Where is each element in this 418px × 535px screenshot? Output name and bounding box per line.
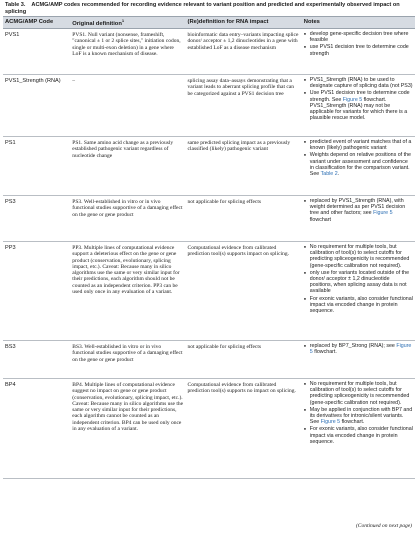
cell-original-definition: PP3. Multiple lines of computational evidence support a deleterious effect on the gene or gene product (conservation, evolutionary, splicing impact, etc.). Caveat: Because many in silico algorithms use the same or very similar input for their predictions, each algorithm should not be counted as an independent criterion. PP3 can be used only once in any evaluation of a variant. [70,241,185,340]
cell-notes [302,378,415,478]
note-text: No requirement for multiple tools, but calibration of tool(s) to select cutoffs for predicting spliceogenicity is recommended (gene-specific calibration not required). [309,380,410,406]
cell-code: PS3 [3,195,70,241]
cell-rna-redefinition: Computational evidence from calibrated prediction tool(s) supports impact on splicing. [186,241,302,340]
table-row [3,340,415,378]
note-item [304,152,413,177]
notes-list [304,381,413,445]
cell-rna-redefinition: Computational evidence from calibrated prediction tool(s) supports no impact on splicing. [186,378,302,478]
note-text-continued: flowchart. [340,419,365,426]
table-header-row [3,17,415,29]
cell-original-definition: PS3. Well-established in vitro or in vivo functional studies supportive of a damaging effect on the gene or gene product [70,195,185,241]
figure-reference-link[interactable]: Figure 5 [373,210,393,217]
figure-reference-link[interactable]: Figure 5 [320,419,341,426]
cell-notes [302,241,415,340]
cell-original-definition: PS1. Same amino acid change as a previously established pathogenic variant regardless of nucleotide change [70,136,185,195]
note-item [304,244,413,269]
cell-code: PP3 [3,241,70,340]
note-item [304,198,413,223]
notes-list [304,31,413,57]
cell-original-definition: BS3. Well-established in vitro or in vivo functional studies supportive of a damaging effect on the gene or gene product [70,340,185,378]
header-redefinition: (Re)definition for RNA impact [186,17,302,29]
note-item [304,44,413,56]
note-text: predicted event of variant matches that of a known (likely) pathogenic variant [309,138,412,152]
note-text: Weights depend on relative positions of the variant under assessment and confidence in classification for the comparison variant. See [309,152,411,177]
header-code: ACMG/AMP Code [3,17,70,29]
note-item [304,343,413,355]
header-notes: Notes [302,17,415,29]
table-row [3,28,415,74]
note-item [304,31,413,43]
cell-notes [302,195,415,241]
note-text: For exonic variants, also consider functional impact via encoded change in protein sequence. [309,426,413,445]
note-text: Use PVS1 decision tree to determine code strength. See [309,90,410,103]
cell-notes [302,28,415,74]
header-original-label: Original definition [72,20,122,27]
cell-code: PVS1 [3,28,70,74]
header-original-footnote: 1 [121,18,125,23]
table-row [3,378,415,478]
table-row [3,195,415,241]
notes-list [304,77,413,121]
cell-rna-redefinition: not applicable for splicing effects [186,340,302,378]
header-original [70,17,185,29]
cell-rna-redefinition: same predicted splicing impact as a previously classified (likely) pathogenic variant [186,136,302,195]
note-text: replaced by PVS1_Strength (RNA), with weight determined as per PVS1 decision tree and other factors; see [309,197,406,217]
cell-rna-redefinition: bioinformatic data entry–variants impacting splice donor/ acceptor ± 1,2 dinucleotides in a gene with established LoF as a disease mechanism [186,28,302,74]
notes-list [304,198,413,223]
note-item [304,381,413,406]
note-item [304,407,413,426]
figure-reference-link[interactable]: Figure 5 [342,96,363,103]
note-text: PVS1_Strength (RNA) to be used to designate capture of splicing data (not PS3) [309,76,413,90]
notes-list [304,244,413,314]
figure-reference-link[interactable]: Figure 5 [309,342,412,356]
cell-code: PS1 [3,136,70,195]
table-row [3,74,415,136]
cell-original-definition: PVS1. Null variant (nonsense, frameshift, "canonical ± 1 or 2 splice sites," initiation codon, single or multi-exon deletion) in a gene where LoF is a known mechanism of disease. [70,28,185,74]
note-item [304,90,413,121]
note-text: only use for variants located outside of the donor/ acceptor ± 1,2 dinucleotide positions, when splicing assay data is not available [309,269,410,295]
caption-text: ACMG/AMP codes recommended for recording evidence relevant to variant position and predicted and experimentally observed impact on splicing [5,2,400,15]
table-row [3,136,415,195]
note-item [304,296,413,315]
table-caption [3,2,415,16]
cell-rna-redefinition: splicing assay data–assays demonstrating that a variant leads to aberrant splicing profile that can be categorized against a PVS1 decision tree [186,74,302,136]
note-text: develop gene-specific decision tree where feasible [309,30,409,44]
note-text: For exonic variants, also consider functional impact via encoded change in protein sequence. [309,295,413,314]
note-text-continued: flowchart. [312,349,337,356]
table-body [3,28,415,478]
cell-original-definition: – [70,74,185,136]
note-text: May be applied in conjunction with BP7 and its derivatives for intronic/silent variants. See [309,406,413,426]
table-row [3,241,415,340]
cell-code: PVS1_Strength (RNA) [3,74,70,136]
cell-original-definition: BP4. Multiple lines of computational evidence suggest no impact on gene or gene product (conservation, evolutionary, splicing impact, etc.). Caveat: Because many in silico algorithms use the same or very similar input for their predictions, each algorithm cannot be counted as an independent criterion. BP4 can be used only once in any evaluation of a variant. [70,378,185,478]
notes-list [304,139,413,177]
note-text: No requirement for multiple tools, but calibration of tool(s) to select cutoffs for predicting spliceogenicity is recommended (gene-specific calibration not required). [309,243,410,269]
note-text-continued: flowchart. PVS1_Strength (RNA) may not be applicable for variants for which there is a plausible rescue model. [309,96,408,122]
cell-notes [302,136,415,195]
caption-label: Table 3. [5,2,26,8]
note-item [304,77,413,89]
note-item [304,270,413,295]
acmg-codes-table [3,16,415,479]
cell-code: BP4 [3,378,70,478]
figure-reference-link[interactable]: Table 2 [320,170,338,177]
cell-notes [302,340,415,378]
table-page [3,2,415,479]
cell-notes [302,74,415,136]
note-item [304,139,413,151]
notes-list [304,343,413,355]
note-text: use PVS1 decision tree to determine code strength [309,44,409,57]
note-text: replaced by BP7_Strong (RNA); see [309,342,397,349]
cell-rna-redefinition: not applicable for splicing effects [186,195,302,241]
note-text-continued: . [337,170,340,177]
note-item [304,426,413,445]
continued-note: (Continued on next page) [355,523,412,529]
note-text-continued: flowchart [309,216,331,223]
cell-code: BS3 [3,340,70,378]
